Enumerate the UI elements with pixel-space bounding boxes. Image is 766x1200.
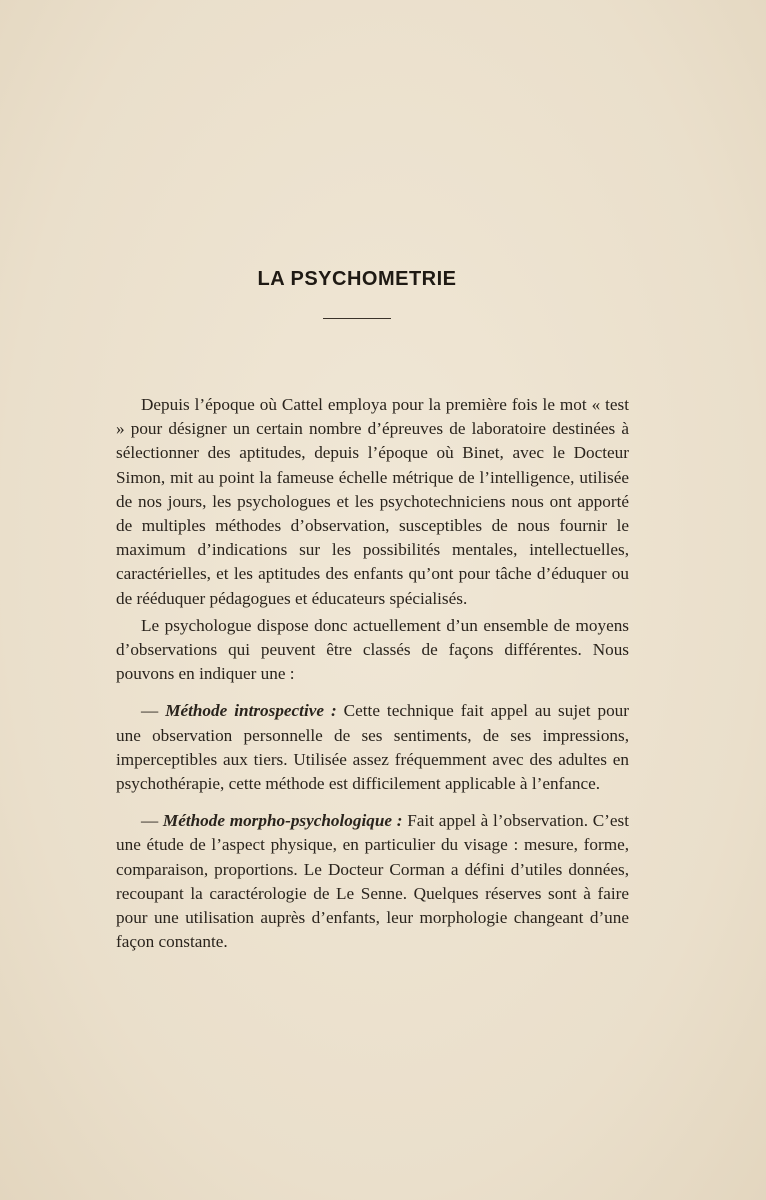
dash-prefix: —: [141, 701, 166, 721]
paragraph-classification: [116, 614, 629, 687]
page-title: LA PSYCHOMETRIE: [257, 268, 457, 290]
paragraph-method-morpho: [116, 809, 629, 954]
method-name: Méthode introspective :: [165, 701, 337, 721]
body-text: [116, 393, 629, 954]
paragraph-text: Fait appel à l’observation. C’est une étude de l’aspect physique, en particulier du visage : mesure, forme, comparaison, proportions. Le Docteur Corman a défini d’utiles données, recoupant la caractérologie de Le Senne. Quelques réserves sont à faire pour une utilisation auprès d’enfants, leur morphologie changeant d’une façon constante.: [116, 811, 629, 952]
method-name: Méthode morpho-psychologique :: [162, 811, 403, 831]
paragraph-text: Le psychologue dispose donc actuellement d’un ensemble de moyens d’observations qui peuvent être classés de façons différentes. Nous pouvons en indiquer une :: [116, 615, 629, 684]
paragraph-method-introspective: [116, 699, 629, 796]
paragraph-text: Cette technique fait appel au sujet pour une observation personnelle de ses sentiments, de ses impressions, imperceptibles aux tiers. Utilisée assez fréquemment avec des adultes en psychothérapie, cette méthode est difficilement applicable à l’enfance.: [116, 701, 629, 794]
title-divider: [323, 318, 391, 319]
paragraph-intro: [116, 393, 629, 611]
dash-prefix: —: [141, 811, 163, 831]
paragraph-text: Depuis l’époque où Cattel employa pour la première fois le mot « test » pour désigner un certain nombre d’épreuves de laboratoire destinées à sélectionner des aptitudes, depuis l’époque où Binet, avec le Docteur Simon, mit au point la fameuse échelle métrique de l’intelligence, utilisée de nos jours, les psychologues et les psychotechniciens nous ont apporté de multiples méthodes d’observation, susceptibles de nous fournir le maximum d’indications sur les possibilités mentales, intellectuelles, caractérielles, et les aptitudes des enfants qu’ont pour tâche d’éduquer ou de rééduquer pédagogues et éducateurs spécialisés.: [116, 395, 629, 608]
